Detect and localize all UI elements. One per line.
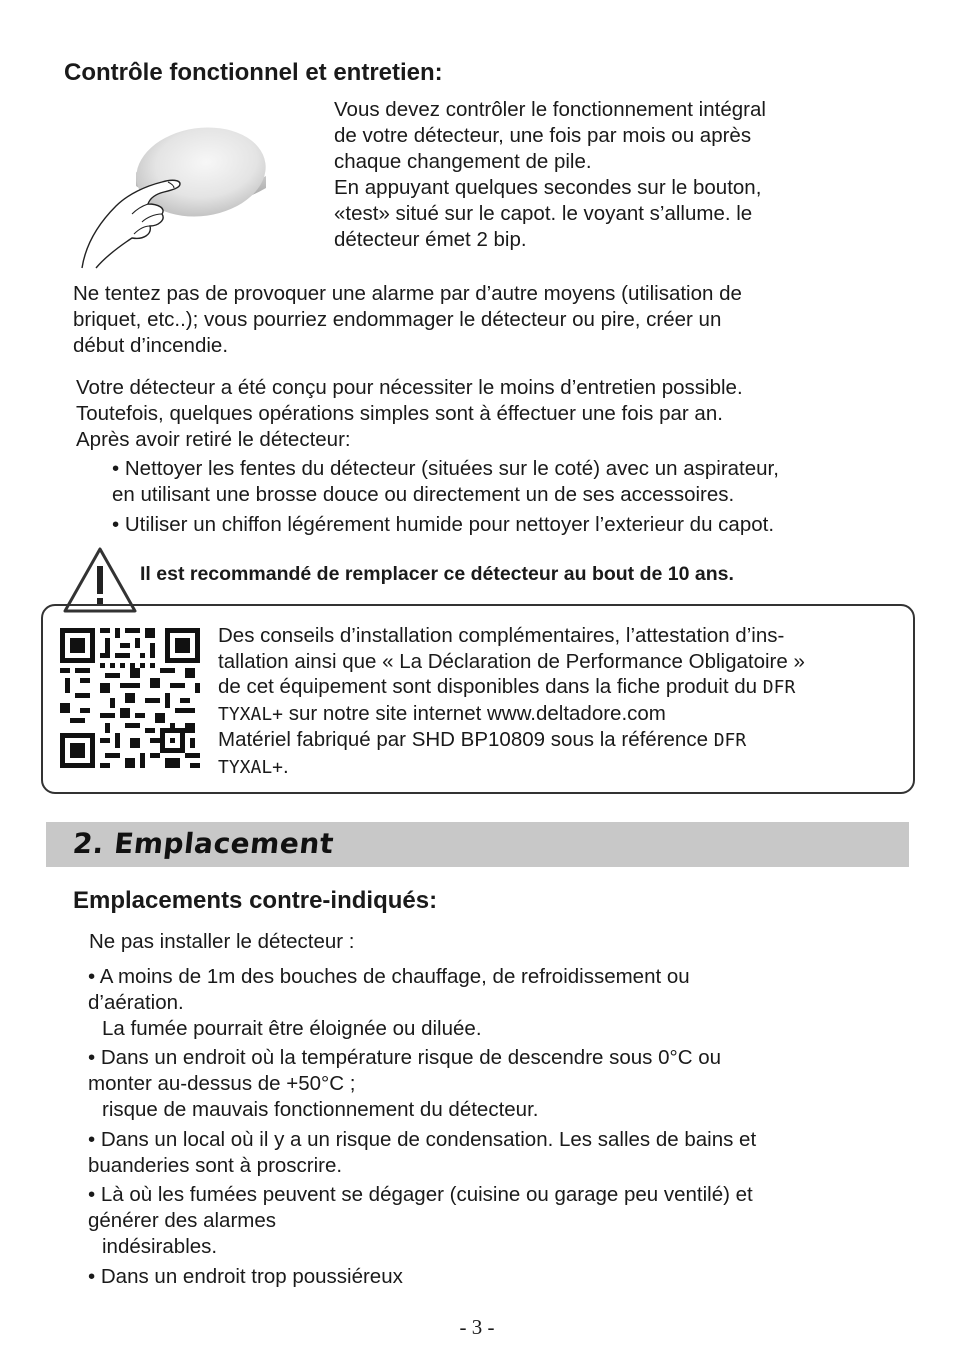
page-number: - 3 -: [459, 1315, 495, 1339]
product-reference: DFR: [762, 677, 796, 699]
list-item: [88, 964, 690, 1042]
text-line: • Dans un endroit trop poussiéreux: [88, 1265, 403, 1288]
list-item: [88, 1182, 753, 1260]
text-segment: .: [283, 754, 289, 778]
hand-press-test-illustration: [76, 122, 272, 270]
text-line: générer des alarmes: [88, 1209, 277, 1232]
section-title-controle: Contrôle fonctionnel et entretien:: [64, 59, 443, 86]
text-line: indésirables.: [102, 1235, 218, 1258]
text-line: buanderies sont à proscrire.: [88, 1154, 343, 1177]
qr-code-image[interactable]: [60, 628, 200, 768]
text-line: Ne tentez pas de provoquer une alarme par d’autre moyens (utilisation de: [73, 282, 742, 305]
text-line: [218, 674, 805, 701]
maintenance-bullet-cloth: • Utiliser un chiffon légérement humide pour nettoyer l’exterieur du capot.: [112, 513, 775, 536]
text-line: La fumée pourrait être éloignée ou diluée.: [102, 1017, 482, 1040]
text-line: [218, 701, 805, 728]
text-line: • Nettoyer les fentes du détecteur (situées sur le coté) avec un aspirateur,: [112, 457, 779, 480]
qr-info-text: [218, 623, 805, 781]
lead-text: Ne pas installer le détecteur :: [89, 930, 355, 953]
text-line: Toutefois, quelques opérations simples sont à éffectuer une fois par an.: [76, 402, 723, 425]
list-item: [88, 1264, 403, 1290]
list-item: [88, 1127, 756, 1179]
false-alarm-warning-paragraph: [73, 281, 742, 359]
text-line: Vous devez contrôler le fonctionnement intégral: [334, 98, 766, 121]
text-line: [218, 727, 805, 754]
product-reference: TYXAL+: [218, 703, 284, 725]
text-line: risque de mauvais fonctionnement du détecteur.: [102, 1098, 539, 1121]
text-line: • A moins de 1m des bouches de chauffage, de refroidissement ou: [88, 965, 690, 988]
text-line: briquet, etc..); vous pourriez endommager le détecteur ou pire, créer un: [73, 308, 722, 331]
text-line: • Là où les fumées peuvent se dégager (cuisine ou garage peu ventilé) et: [88, 1183, 753, 1206]
maintenance-bullet-vacuum: [112, 456, 779, 508]
maintenance-paragraph: [76, 375, 743, 453]
replace-after-10-years-notice: Il est recommandé de remplacer ce détecteur au bout de 10 ans.: [140, 563, 734, 585]
text-line: Votre détecteur a été conçu pour nécessiter le moins d’entretien possible.: [76, 376, 743, 399]
text-line: de votre détecteur, une fois par mois ou après: [334, 124, 752, 147]
intro-paragraph: [334, 97, 766, 253]
text-segment: de cet équipement sont disponibles dans la fiche produit du: [218, 675, 763, 699]
list-item: [88, 1045, 721, 1123]
product-reference: DFR: [713, 730, 747, 752]
text-line: en utilisant une brosse douce ou directement un de ses accessoires.: [112, 483, 735, 506]
product-reference: TYXAL+: [218, 756, 284, 778]
text-line: monter au-dessus de +50°C ;: [88, 1072, 356, 1095]
text-line: • Dans un local où il y a un risque de condensation. Les salles de bains et: [88, 1128, 757, 1151]
section-heading-emplacement: 2. Emplacement: [71, 827, 336, 860]
text-line: Après avoir retiré le détecteur:: [76, 428, 351, 451]
text-line: début d’incendie.: [73, 334, 229, 357]
text-line: «test» situé sur le capot. le voyant s’allume. le: [334, 202, 753, 225]
text-line: Des conseils d’installation complémentaires, l’attestation d’ins-: [218, 624, 785, 647]
text-line: [218, 754, 805, 781]
text-line: chaque changement de pile.: [334, 150, 592, 173]
text-line: En appuyant quelques secondes sur le bouton,: [334, 176, 762, 199]
text-line: tallation ainsi que « La Déclaration de Performance Obligatoire »: [218, 649, 805, 673]
text-line: d’aération.: [88, 991, 184, 1014]
website-text: sur notre site internet www.deltadore.com: [283, 701, 666, 725]
text-line: • Dans un endroit où la température risque de descendre sous 0°C ou: [88, 1046, 722, 1069]
text-line: détecteur émet 2 bip.: [334, 228, 527, 251]
subheading-contre-indiques: Emplacements contre-indiqués:: [73, 887, 438, 914]
text-segment: Matériel fabriqué par SHD BP10809 sous la référence: [218, 728, 714, 752]
